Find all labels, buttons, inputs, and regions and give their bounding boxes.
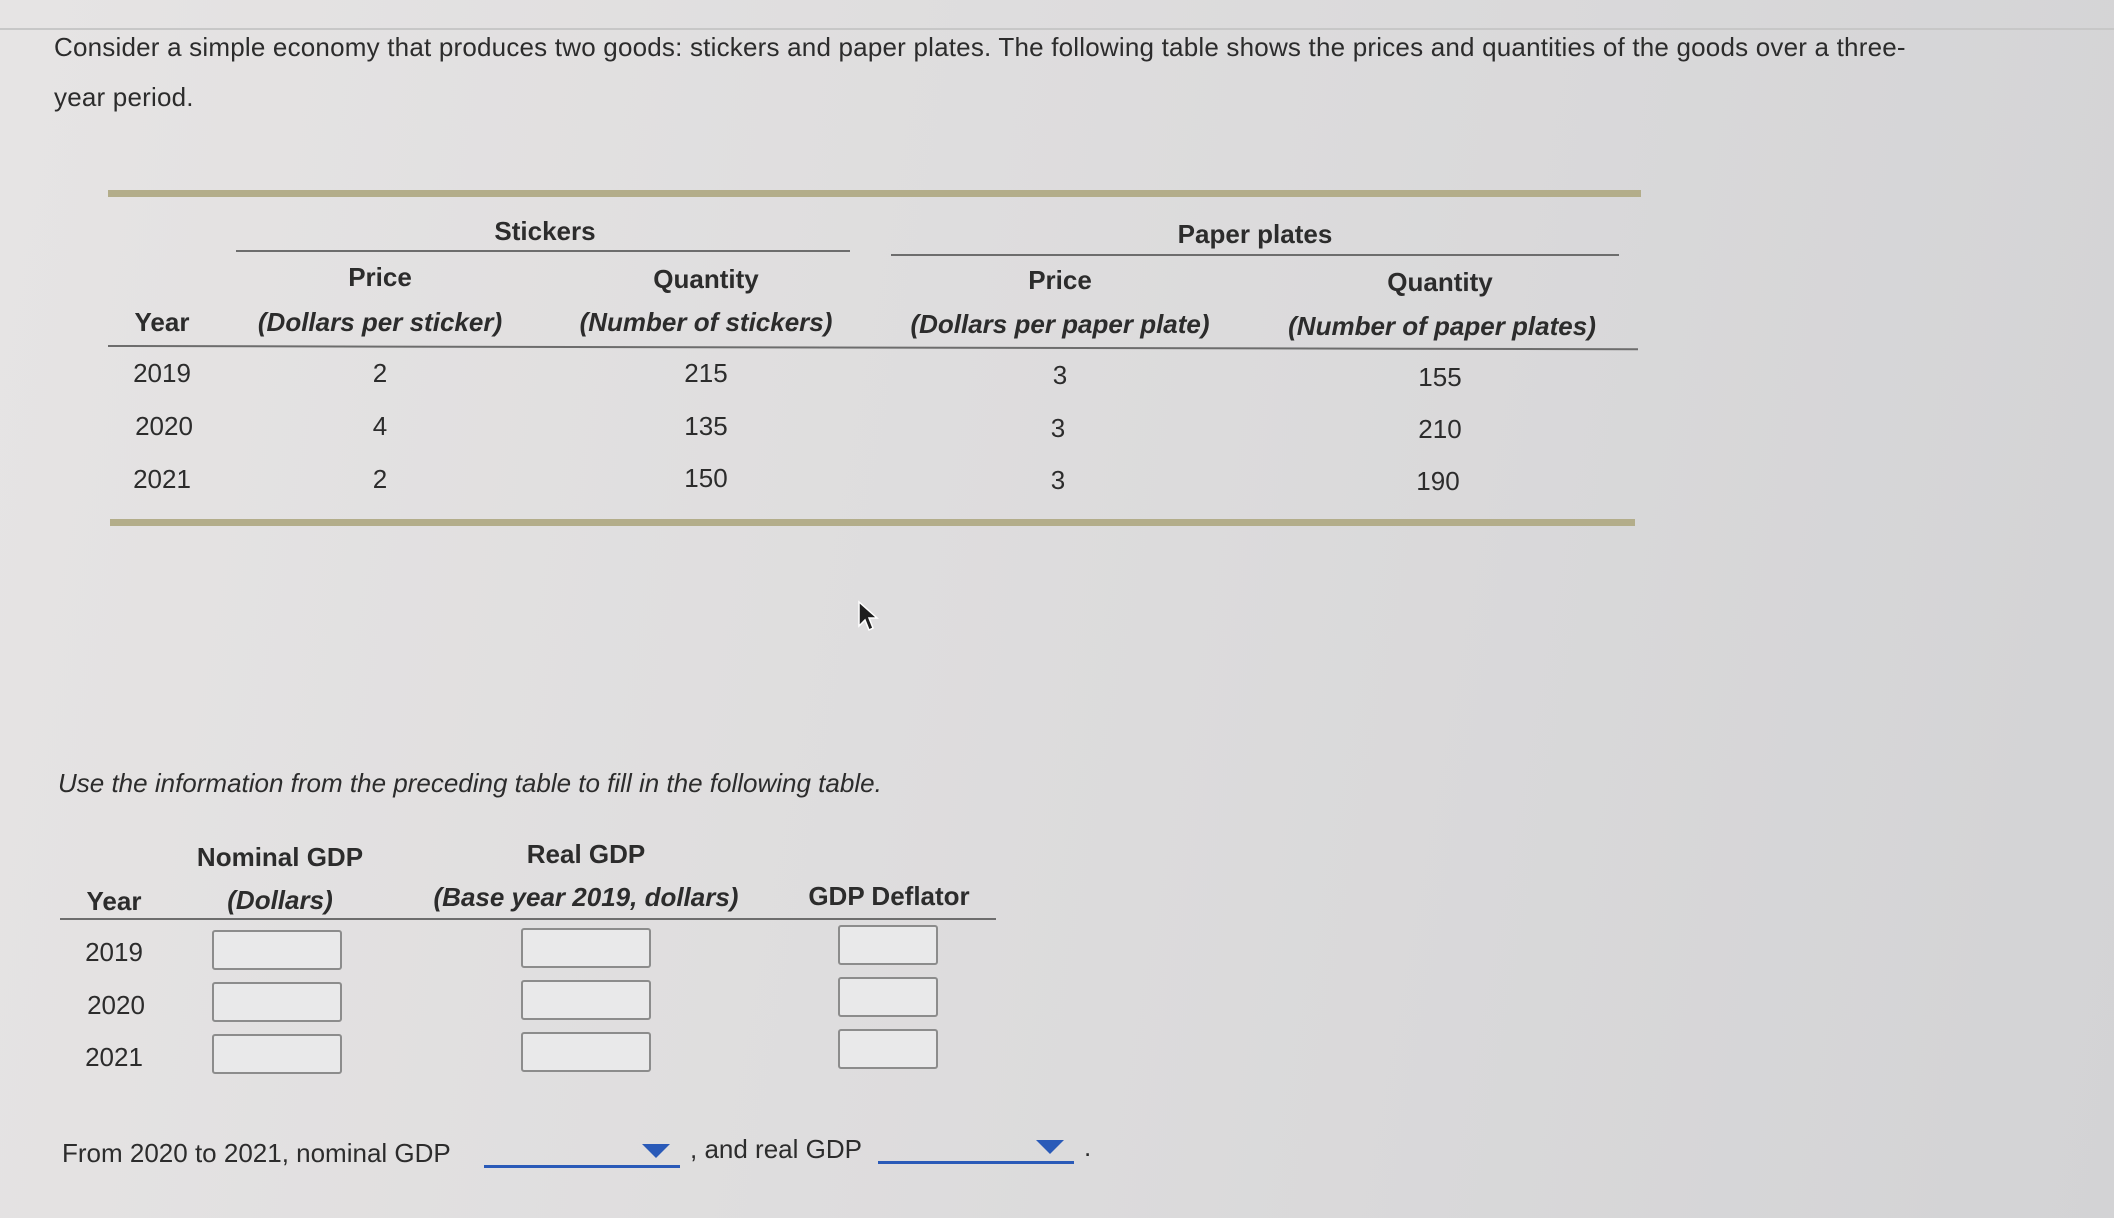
chevron-down-icon	[642, 1144, 670, 1158]
table-bottom-rule	[110, 519, 1635, 526]
header-bottom-rule	[108, 345, 1638, 350]
row-year: 2020	[87, 990, 145, 1020]
stickers-group-underline	[236, 250, 850, 252]
col-header-gdp-deflator: GDP Deflator	[808, 881, 970, 911]
col-unit-nominal-gdp: (Dollars)	[227, 885, 333, 915]
row-sticker-quantity: 135	[684, 411, 728, 441]
nominal-gdp-2020-input[interactable]	[212, 982, 342, 1022]
gdp-deflator-2020-input[interactable]	[838, 977, 938, 1017]
real-gdp-2020-input[interactable]	[521, 980, 651, 1020]
row-year: 2021	[133, 464, 191, 494]
row-year: 2019	[133, 358, 191, 388]
plates-group-underline	[891, 254, 1619, 256]
col-header-plate-price: Price	[1028, 265, 1092, 295]
nominal-gdp-2019-input[interactable]	[212, 930, 342, 970]
col-header-sticker-price: Price	[348, 262, 412, 292]
col-unit-plate-quantity: (Number of paper plates)	[1288, 311, 1596, 341]
col-header-plate-quantity: Quantity	[1387, 267, 1493, 297]
row-plate-quantity: 190	[1416, 466, 1460, 496]
row-sticker-price: 2	[372, 358, 388, 388]
sentence-prefix: From 2020 to 2021, nominal GDP	[62, 1138, 451, 1168]
row-sticker-price: 2	[372, 464, 388, 494]
col-header-sticker-quantity: Quantity	[653, 264, 759, 294]
col-header-nominal-gdp: Nominal GDP	[196, 842, 364, 872]
row-sticker-quantity: 215	[684, 358, 728, 388]
row-plate-price: 3	[1052, 360, 1068, 390]
row-year: 2019	[85, 937, 143, 967]
group-header-paper-plates: Paper plates	[1177, 219, 1333, 249]
gdp-deflator-2021-input[interactable]	[838, 1029, 938, 1069]
chevron-down-icon	[1036, 1140, 1064, 1154]
intro-text: Consider a simple economy that produces two goods: stickers and paper plates. The following table shows the prices and quantities of the goods over a three-year period.	[54, 32, 1906, 112]
table-top-rule	[108, 190, 1641, 197]
row-year: 2021	[85, 1042, 143, 1072]
nominal-gdp-change-dropdown[interactable]	[484, 1128, 680, 1168]
sentence-middle: , and real GDP	[690, 1134, 862, 1164]
row-plate-price: 3	[1050, 413, 1066, 443]
row-sticker-price: 4	[372, 411, 388, 441]
real-gdp-change-dropdown[interactable]	[878, 1124, 1074, 1164]
col-unit-real-gdp: (Base year 2019, dollars)	[433, 882, 739, 912]
group-header-stickers: Stickers	[494, 216, 596, 246]
nominal-gdp-2021-input[interactable]	[212, 1034, 342, 1074]
row-plate-quantity: 210	[1418, 414, 1462, 444]
row-year: 2020	[135, 411, 193, 441]
gdp-deflator-2019-input[interactable]	[838, 925, 938, 965]
col-header-year: Year	[134, 307, 190, 337]
instruction-text: Use the information from the preceding table to fill in the following table.	[58, 768, 882, 798]
row-sticker-quantity: 150	[684, 463, 728, 493]
input-table-header-rule	[60, 918, 996, 920]
col-unit-sticker-price: (Dollars per sticker)	[257, 307, 503, 337]
col-header-real-gdp: Real GDP	[526, 839, 646, 869]
col-unit-plate-price: (Dollars per paper plate)	[910, 309, 1210, 339]
mouse-pointer-icon	[857, 600, 879, 634]
sentence-suffix: .	[1084, 1132, 1092, 1162]
real-gdp-2019-input[interactable]	[521, 928, 651, 968]
col-header-year: Year	[86, 886, 142, 916]
row-plate-quantity: 155	[1418, 362, 1462, 392]
real-gdp-2021-input[interactable]	[521, 1032, 651, 1072]
row-plate-price: 3	[1050, 465, 1066, 495]
col-unit-sticker-quantity: (Number of stickers)	[579, 307, 833, 337]
